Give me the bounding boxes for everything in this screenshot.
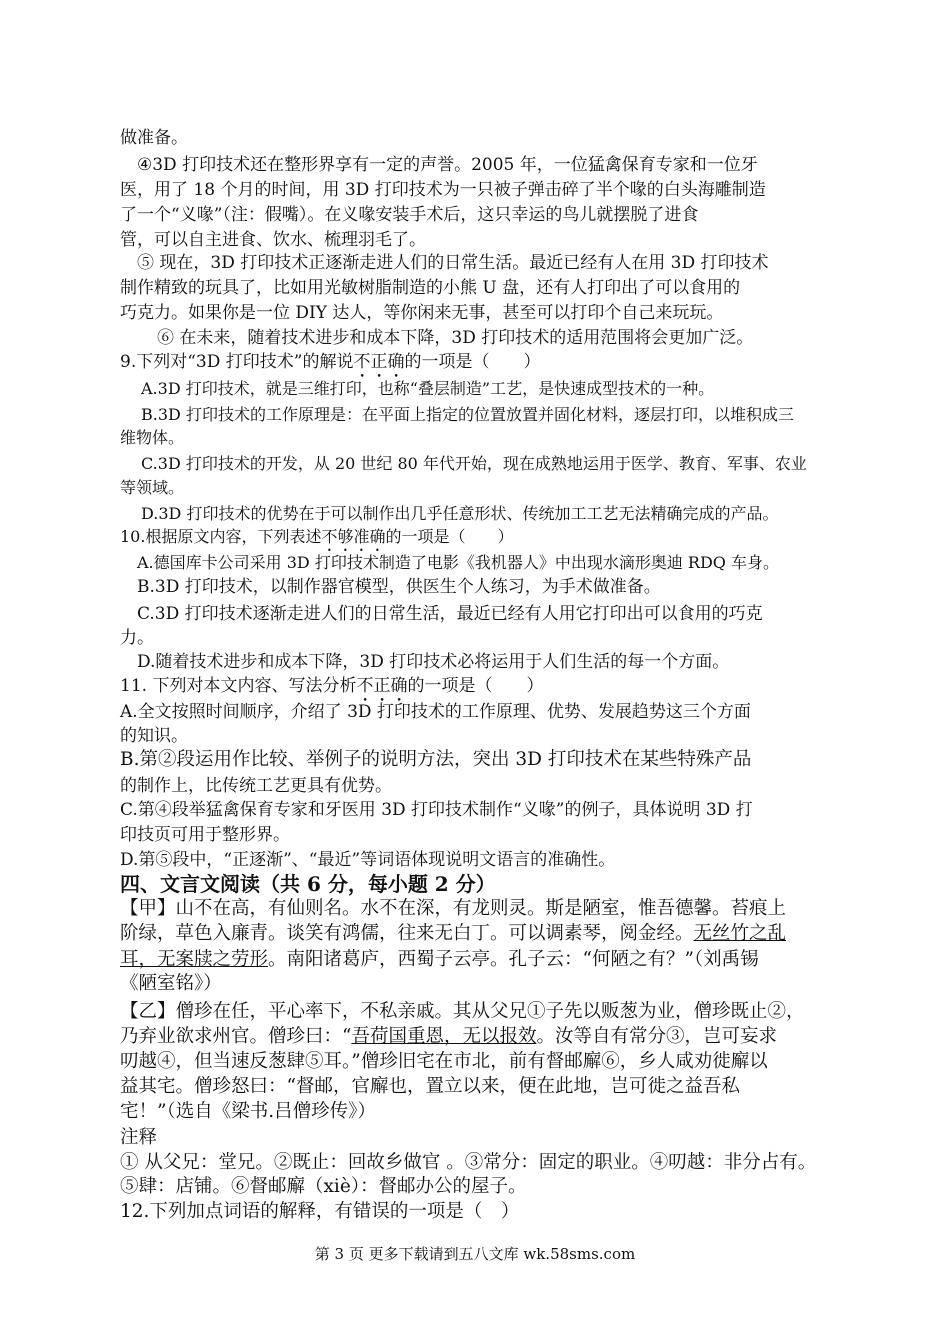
question-9-option-b-line-2: 维物体。 xyxy=(120,428,185,447)
question-10-option-d: D.随着技术进步和成本下降，3D 打印技术必将运用于人们生活的每一个方面。 xyxy=(137,652,730,672)
question-11-option-c-line-1: C.第④段举猛禽保育专家和牙医用 3D 打印技术制作“义喙”的例子，具体说明 3D 打 xyxy=(120,800,753,820)
passage-yi-line-2 xyxy=(120,1025,777,1049)
passage-jia-line-2-text: 阶绿，草色入廉青。谈笑有鸿儒，往来无白丁。可以调素琴，阅金经。 xyxy=(120,923,694,944)
notes-line-2: ⑤肆：店铺。⑥督邮廨（xiè）：督邮办公的屋子。 xyxy=(120,1176,527,1197)
question-10-option-a: A.德国库卡公司采用 3D 打印技术制造了电影《我机器人》中出现水滴形奥迪 RDQ 车身。 xyxy=(137,553,779,572)
section-4-title: 四、文言文阅读（共 6 分，每小题 2 分） xyxy=(120,872,496,896)
question-9-stem-a: 9.下列对“3D 打印技术”的解说 xyxy=(120,352,354,372)
paragraph-5-line-1: ⑤ 现在，3D 打印技术正逐渐走进人们的日常生活。最近已经有人在用 3D 打印技术 xyxy=(137,253,769,273)
question-11-stem-a: 11. 下列对本文内容、写法分析 xyxy=(120,676,357,696)
passage-jia-underline-2: 耳，无案牍之劳形 xyxy=(120,949,269,970)
question-11-stem-b: 的一项是（ ） xyxy=(407,676,544,696)
question-11-emphasis: 不正确 xyxy=(356,676,408,696)
question-10-option-b: B.3D 打印技术，以制作器官模型，供医生个人练习，为手术做准备。 xyxy=(137,577,661,597)
question-10-stem-b: 的一项是（ ） xyxy=(385,527,514,546)
question-9-option-c-line-2: 等领域。 xyxy=(120,478,185,497)
passage-jia-line-1: 【甲】山不在高，有仙则名。水不在深，有龙则灵。斯是陋室，惟吾德馨。苔痕上 xyxy=(120,898,787,919)
passage-jia-line-3 xyxy=(120,948,759,972)
paragraph-4-line-2: 医，用了 18 个月的时间，用 3D 打印技术为一只被子弹击碎了半个喙的白头海雕制造 xyxy=(120,180,766,200)
passage-yi-line-2-a: 乃弃业欲求州官。僧珍曰：“ xyxy=(120,1026,352,1047)
question-10-option-c-line-1: C.3D 打印技术逐渐走进人们的日常生活，最近已经有人用它打印出可以食用的巧克 xyxy=(137,604,763,624)
paragraph-4-line-1: ④3D 打印技术还在整形界享有一定的声誉。2005 年，一位猛禽保育专家和一位牙 xyxy=(137,155,758,175)
passage-jia-underline-1: 无丝竹之乱 xyxy=(693,923,787,944)
paragraph-5-line-3: 巧克力。如果你是一位 DIY 达人，等你闲来无事，甚至可以打印个自己来玩玩。 xyxy=(120,303,724,323)
passage-yi-line-5: 宅！”（选自《梁书.吕僧珍传》） xyxy=(120,1101,376,1122)
question-11-option-b-line-1: B.第②段运用作比较、举例子的说明方法，突出 3D 打印技术在某些特殊产品 xyxy=(120,749,752,770)
paragraph-4-line-4: 管，可以自主进食、饮水、梳理羽毛了。 xyxy=(120,230,426,250)
question-11-option-a-line-2: 的知识。 xyxy=(120,726,188,746)
question-9-option-d: D.3D 打印技术的优势在于可以制作出几乎任意形状、传统加工工艺无法精确完成的产品。 xyxy=(141,504,779,523)
passage-yi-line-3: 叨越④，但当速反葱肆⑤耳。”僧珍旧宅在市北，前有督邮廨⑥，乡人咸劝徙廨以 xyxy=(120,1051,768,1072)
question-9-emphasis: 不正确 xyxy=(353,352,405,372)
paragraph-intro-end: 做准备。 xyxy=(120,128,188,148)
question-9-option-a: A.3D 打印技术，就是三维打印，也称“叠层制造”工艺，是快速成型技术的一种。 xyxy=(141,379,715,398)
paragraph-6: ⑥ 在未来，随着技术进步和成本下降，3D 打印技术的适用范围将会更加广泛。 xyxy=(157,328,754,348)
passage-yi-line-2-b: 。汝等自有常分③，岂可妄求 xyxy=(536,1026,777,1047)
question-11-option-c-line-2: 印技页可用于整形界。 xyxy=(120,825,290,845)
notes-line-1: ① 从父兄：堂兄。②既止：回故乡做官 。③常分：固定的职业。④叨越：非分占有。 xyxy=(120,1152,817,1173)
question-10-stem-a: 10.根据原文内容，下列表述 xyxy=(120,527,322,546)
question-10-emphasis: 不够准确 xyxy=(321,527,386,546)
question-10-option-c-line-2: 力。 xyxy=(120,628,154,648)
passage-jia-line-4: 《陋室铭》） xyxy=(120,973,222,994)
paragraph-5-line-2: 制作精致的玩具了，比如用光敏树脂制造的小熊 U 盘，还有人打印出了可以食用的 xyxy=(120,278,741,298)
question-11-option-a-line-1: A.全文按照时间顺序，介绍了 3D 打印技术的工作原理、优势、发展趋势这三个方面 xyxy=(120,702,751,722)
paragraph-4-line-3: 了一个“义喙”（注：假嘴）。在义喙安装手术后，这只幸运的鸟儿就摆脱了进食 xyxy=(120,205,699,225)
question-12-stem: 12.下列加点词语的解释，有错误的一项是（ ） xyxy=(120,1201,520,1222)
question-11-option-b-line-2: 的制作上，比传统工艺更具有优势。 xyxy=(120,776,392,796)
question-9-option-c-line-1: C.3D 打印技术的开发，从 20 世纪 80 年代开始，现在成熟地运用于医学、教育、军事、农业 xyxy=(141,454,807,473)
question-9-option-b-line-1: B.3D 打印技术的工作原理是：在平面上指定的位置放置并固化材料，逐层打印，以堆积成三 xyxy=(141,405,794,424)
page-footer: 第 3 页 更多下载请到五八文库 wk.58sms.com xyxy=(314,1245,636,1263)
passage-yi-underline: 吾荷国重恩，无以报效 xyxy=(351,1026,537,1047)
notes-title: 注释 xyxy=(120,1127,158,1148)
passage-jia-line-2 xyxy=(120,922,786,946)
passage-yi-line-1: 【乙】僧珍在任，平心率下，不私亲戚。其从父兄①子先以贩葱为业，僧珍既止②， xyxy=(120,1001,805,1022)
question-11-option-d: D.第⑤段中，“正逐渐”、“最近”等词语体现说明文语言的准确性。 xyxy=(120,850,616,870)
question-9-stem-b: 的一项是（ ） xyxy=(404,352,541,372)
passage-yi-line-4: 益其宅。僧珍怒曰：“督邮，官廨也，置立以来，便在此地，岂可徙之益吾私 xyxy=(120,1076,740,1097)
passage-jia-line-3-text: 。南阳诸葛庐，西蜀子云亭。孔子云：“何陋之有？”（刘禹锡 xyxy=(268,949,759,970)
